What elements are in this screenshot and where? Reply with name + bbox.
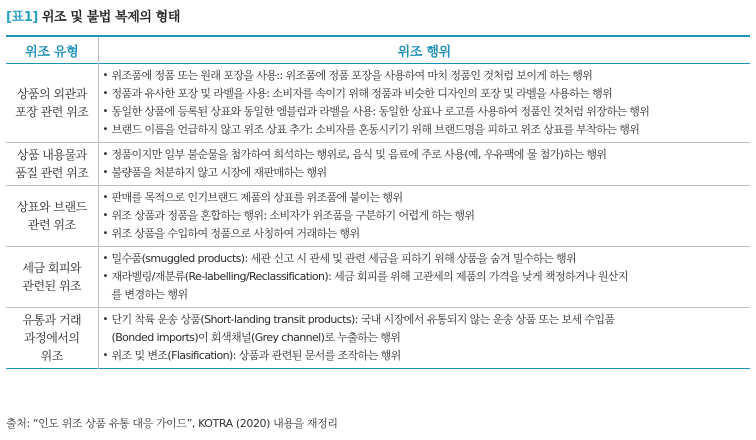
- column-header-type: 위조 유형: [6, 36, 98, 64]
- type-label-line: 상품 내용물과: [16, 148, 87, 162]
- item-text: 위조 상품을 수입하여 정품으로 사칭하여 거래하는 행위: [111, 227, 360, 240]
- bullet-icon: •: [102, 88, 108, 99]
- list-item: [103, 121, 751, 139]
- action-cell: [98, 143, 750, 186]
- type-label-line: 위조: [40, 349, 63, 363]
- type-label-line: 유통과 거래: [22, 313, 82, 327]
- column-header-action: 위조 행위: [397, 44, 451, 60]
- type-label-line: 관련된 위조: [22, 279, 82, 293]
- table-title: 위조 및 불법 복제의 형태: [41, 10, 180, 25]
- type-label-line: 과정에서의: [24, 331, 80, 345]
- item-text-line: 를 변경하는 행위: [111, 288, 188, 301]
- type-cell: [6, 308, 98, 369]
- table-number: [표1]: [6, 10, 38, 25]
- bullet-icon: •: [102, 314, 108, 325]
- item-text-line: 재라벨링/재분류(Re-labelling/Reclassification): 세금 회피를 위해 고관세의 제품의 가격을 낮게 책정하거나 원산지: [111, 270, 628, 283]
- type-cell: [6, 186, 98, 247]
- list-item: [103, 103, 751, 121]
- table-caption: [6, 6, 180, 25]
- item-text-line: (Bonded imports)이 회색채널(Grey channel)로 누출하는 행위: [111, 331, 401, 344]
- bullet-icon: •: [102, 228, 108, 239]
- list-item: [103, 207, 751, 225]
- list-item: [103, 225, 751, 243]
- action-cell: [98, 247, 750, 308]
- action-cell: [98, 186, 750, 247]
- bullet-icon: •: [102, 149, 108, 160]
- type-cell: [6, 247, 98, 308]
- list-item: [103, 189, 751, 207]
- action-cell: [98, 308, 750, 369]
- source-note: 출처: “인도 위조 상품 유통 대응 가이드”, KOTRA (2020) 내용을 재정리: [6, 417, 338, 430]
- item-text: 판매를 목적으로 인기브랜드 제품의 상표를 위조품에 붙이는 행위: [111, 191, 403, 204]
- table-header-row: [6, 36, 750, 64]
- list-item: [103, 347, 751, 365]
- table-row: [6, 186, 750, 247]
- item-text: 위조 및 변조(Flasification): 상품과 관련된 문서를 조작하는 행위: [111, 349, 401, 362]
- table-row: [6, 143, 750, 186]
- table-row: [6, 308, 750, 369]
- bullet-icon: •: [102, 271, 108, 282]
- counterfeit-types-table: [6, 35, 750, 369]
- item-text: 밀수품(smuggled products): 세관 신고 시 관세 및 관련 세금을 피하기 위해 상품을 숨겨 밀수하는 행위: [111, 252, 576, 265]
- table-row: [6, 247, 750, 308]
- item-text: 위조 상품과 정품을 혼합하는 행위: 소비자가 위조품을 구분하기 어렵게 하는 행위: [111, 209, 475, 222]
- type-label-line: 상품의 외관과: [16, 87, 87, 101]
- bullet-icon: •: [102, 124, 108, 135]
- list-item: [103, 146, 751, 164]
- bullet-icon: •: [102, 210, 108, 221]
- item-text: 위조품에 정품 또는 원래 포장을 사용:: 위조품에 정품 포장을 사용하여 마치 정품인 것처럼 보이게 하는 행위: [111, 69, 593, 82]
- item-text-line: 단기 착륙 운송 상품(Short-landing transit products): 국내 시장에서 유통되지 않는 운송 상품 또는 보세 수입품: [111, 313, 615, 326]
- item-text: 브랜드 이름을 언급하지 않고 위조 상표 추가: 소비자를 혼동시키기 위해 브랜드명을 피하고 위조 상표를 부착하는 행위: [111, 123, 640, 136]
- type-label-line: 세금 회피와: [22, 261, 82, 275]
- type-cell: [6, 64, 98, 143]
- type-label-line: 관련 위조: [27, 218, 76, 232]
- bullet-icon: •: [102, 70, 108, 81]
- item-text: 불량품을 처분하지 않고 시장에 재판매하는 행위: [111, 166, 327, 179]
- item-text: 동일한 상품에 등록된 상표와 동일한 엠블럼과 라벨을 사용: 동일한 상표나 로고를 사용하여 정품인 것처럼 위장하는 행위: [111, 105, 650, 118]
- list-item: [103, 85, 751, 103]
- item-text: 정품과 유사한 포장 및 라벨을 사용: 소비자를 속이기 위해 정품과 비슷한 디자인의 포장 및 라벨을 사용하는 행위: [111, 87, 613, 100]
- type-label-line: 품질 관련 위조: [15, 166, 89, 180]
- bullet-icon: •: [102, 253, 108, 264]
- type-label-line: 상표와 브랜드: [16, 200, 87, 214]
- item-text: [112, 268, 628, 304]
- list-item: [103, 311, 751, 347]
- type-cell: [6, 143, 98, 186]
- table-row: [6, 64, 750, 143]
- action-cell: [98, 64, 750, 143]
- list-item: [103, 268, 751, 304]
- item-text: [112, 311, 615, 347]
- list-item: [103, 67, 751, 85]
- list-item: [103, 164, 751, 182]
- item-text: 정품이지만 일부 불순물을 첨가하여 희석하는 행위로, 음식 및 음료에 주로 사용(예, 우유팩에 물 첨가)하는 행위: [111, 148, 607, 161]
- list-item: [103, 250, 751, 268]
- bullet-icon: •: [102, 350, 108, 361]
- bullet-icon: •: [102, 106, 108, 117]
- bullet-icon: •: [102, 167, 108, 178]
- type-label-line: 포장 관련 위조: [15, 105, 89, 119]
- bullet-icon: •: [102, 192, 108, 203]
